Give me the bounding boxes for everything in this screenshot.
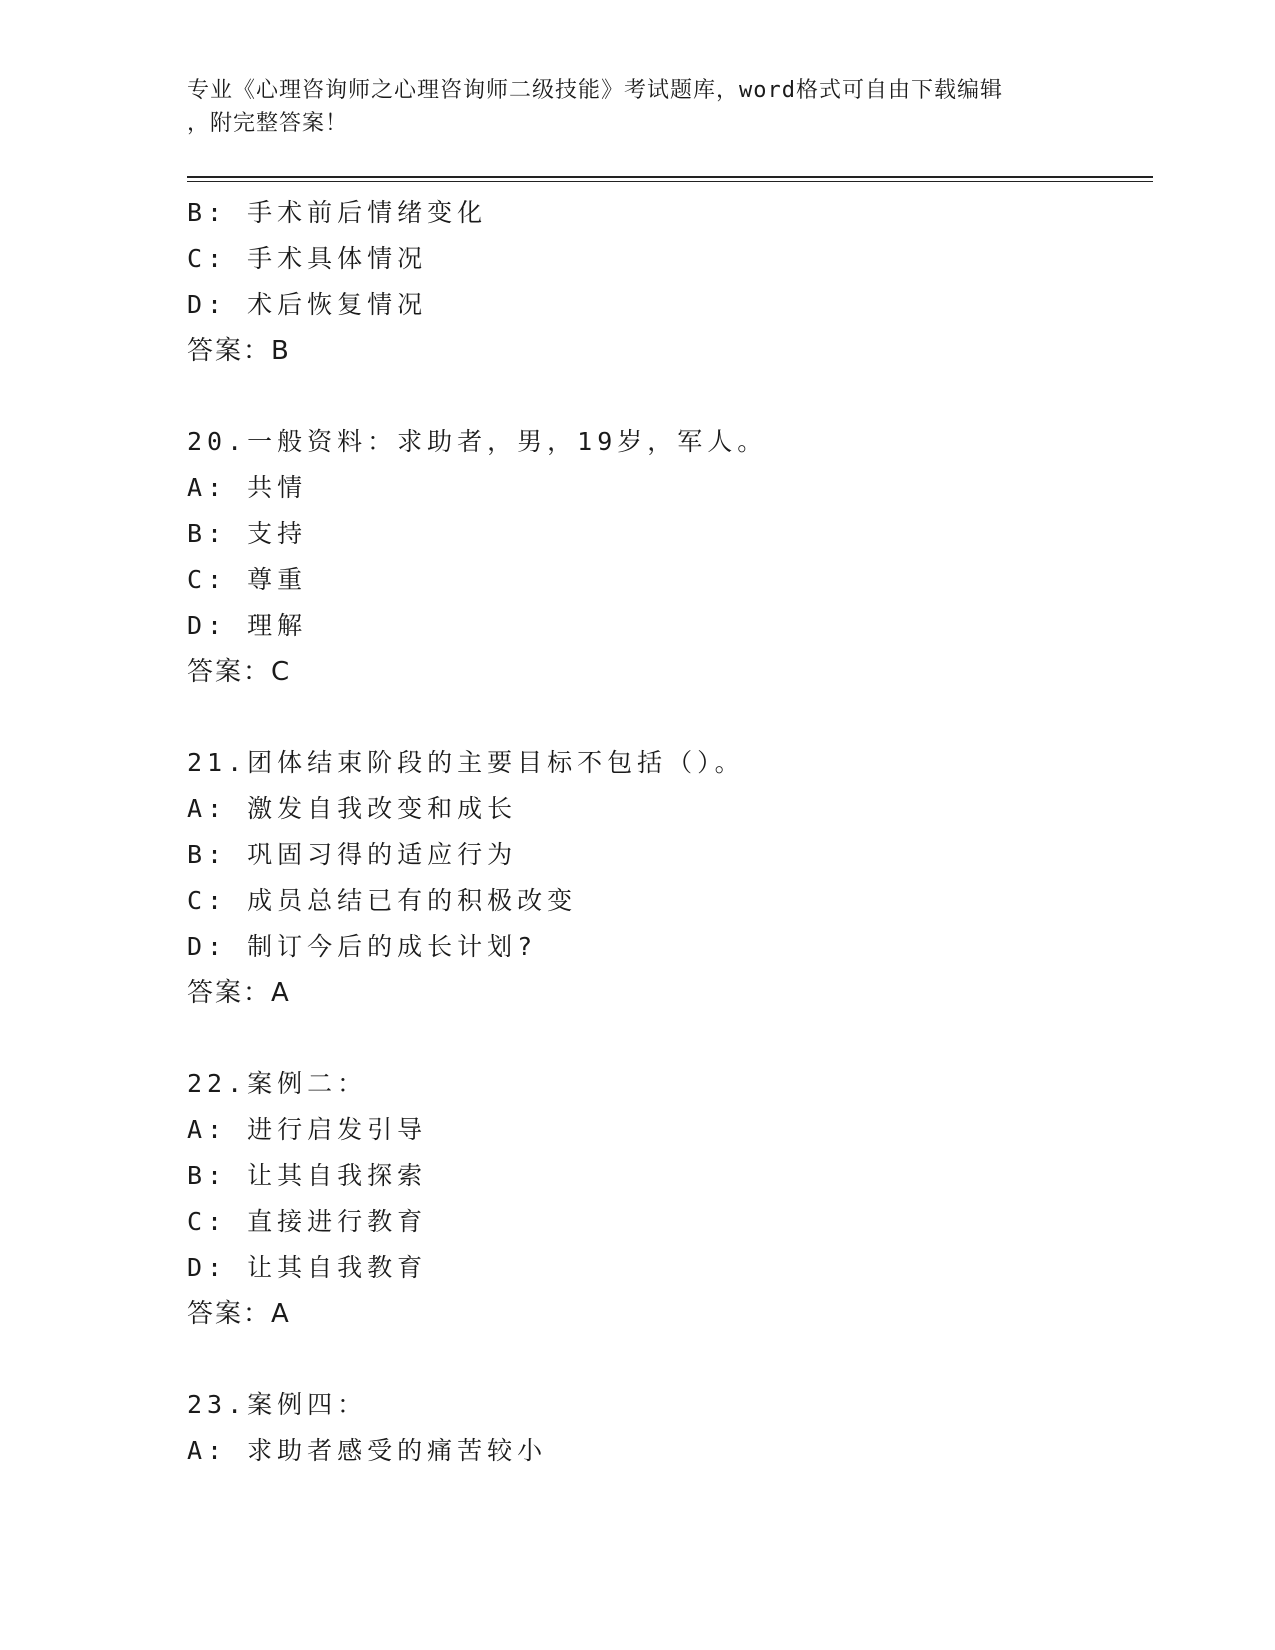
answer-line: 答案：C [187, 657, 292, 687]
option-c: C: 直接进行教育 [187, 1207, 428, 1236]
header-rule-thick [187, 176, 1153, 178]
header-rule-thin [187, 181, 1153, 182]
document-header [187, 74, 1087, 140]
answer-line: 答案：A [187, 1299, 291, 1329]
option-b: B: 支持 [187, 519, 308, 548]
option-d: D: 让其自我教育 [187, 1253, 428, 1282]
question-spacer [187, 374, 1147, 419]
option-a: A: 激发自我改变和成长 [187, 794, 518, 823]
question-stem: 21.团体结束阶段的主要目标不包括（）。 [187, 748, 745, 777]
question-spacer [187, 695, 1147, 740]
question-block-21 [187, 740, 1147, 1016]
question-spacer [187, 1337, 1147, 1382]
question-stem: 22.案例二： [187, 1069, 368, 1098]
option-c: C: 成员总结已有的积极改变 [187, 886, 578, 915]
question-block-22 [187, 1061, 1147, 1337]
answer-line: 答案：B [187, 336, 291, 366]
option-b: B: 巩固习得的适应行为 [187, 840, 518, 869]
option-a: A: 进行启发引导 [187, 1115, 428, 1144]
question-block-20 [187, 419, 1147, 695]
option-d: D: 理解 [187, 611, 308, 640]
option-a: A: 求助者感受的痛苦较小 [187, 1436, 548, 1465]
option-d: D: 制订今后的成长计划? [187, 932, 538, 961]
question-stem: 20.一般资料：求助者，男，19岁，军人。 [187, 427, 768, 456]
question-spacer [187, 1016, 1147, 1061]
option-c: C: 尊重 [187, 565, 308, 594]
answer-line: 答案：A [187, 978, 291, 1008]
header-line-1: 专业《心理咨询师之心理咨询师二级技能》考试题库，word格式可自由下载编辑 [187, 78, 1003, 103]
option-a: A: 共情 [187, 473, 308, 502]
option-c: C: 手术具体情况 [187, 244, 428, 273]
question-block-23 [187, 1382, 1147, 1474]
question-list [187, 190, 1147, 1474]
question-block-19 [187, 190, 1147, 374]
option-b: B: 让其自我探索 [187, 1161, 428, 1190]
option-b: B: 手术前后情绪变化 [187, 198, 488, 227]
question-stem: 23.案例四： [187, 1390, 368, 1419]
header-line-2: ，附完整答案！ [187, 111, 349, 136]
option-d: D: 术后恢复情况 [187, 290, 428, 319]
